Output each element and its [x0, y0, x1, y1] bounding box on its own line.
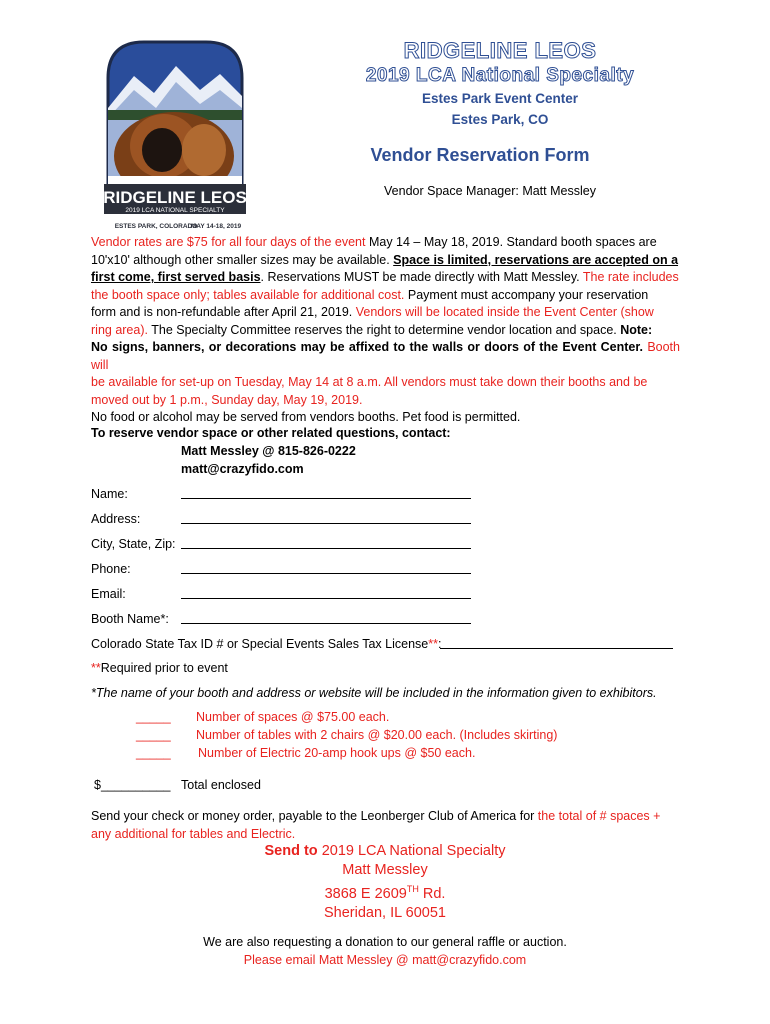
- venue-name: Estes Park Event Center: [421, 91, 579, 106]
- email-input-line[interactable]: [181, 584, 471, 599]
- city-state-zip-label: City, State, Zip:: [91, 537, 176, 551]
- tables-qty-blank[interactable]: _____: [136, 728, 171, 742]
- vendor-manager: Vendor Space Manager: Matt Messley: [384, 184, 596, 198]
- spaces-item: Number of spaces @ $75.00 each.: [196, 710, 390, 724]
- tax-id-input-line[interactable]: [437, 634, 673, 651]
- name-label: Name:: [91, 487, 128, 501]
- terms-paragraph: [91, 234, 680, 427]
- address-field[interactable]: [91, 509, 491, 529]
- tax-id-field[interactable]: [91, 634, 691, 654]
- event-title: RIDGELINE LEOS: [403, 38, 597, 63]
- address-line: 3868 E 2609TH Rd.: [324, 884, 446, 902]
- logo-banner: RIDGELINE LEOS: [104, 188, 246, 207]
- mailing-address: [200, 842, 570, 923]
- electric-item: Number of Electric 20-amp hook ups @ $50 each.: [198, 746, 476, 760]
- logo-dates: MAY 14-18, 2019: [190, 223, 242, 230]
- electric-qty-blank[interactable]: _____: [136, 746, 171, 760]
- logo-sub: 2019 LCA NATIONAL SPECIALTY: [125, 207, 225, 214]
- contact-email: matt@crazyfido.com: [181, 462, 304, 476]
- tables-item: Number of tables with 2 chairs @ $20.00 each. (Includes skirting): [196, 728, 558, 742]
- email-label: Email:: [91, 587, 126, 601]
- terms-line: first come, first served basis. Reservations MUST be made directly with Matt Messley. The rate includes: [91, 270, 679, 284]
- terms-line: ring area). The Specialty Committee reserves the right to determine vendor location and space. Note:: [91, 322, 653, 337]
- booth-name-input-line[interactable]: [181, 609, 471, 624]
- total-blank[interactable]: $__________: [94, 778, 171, 792]
- terms-line: be available for set-up on Tuesday, May 14 at 8 a.m. All vendors must take down their booths and be: [91, 375, 648, 389]
- contact-phone: Matt Messley @ 815-826-0222: [181, 444, 356, 458]
- address-line: Sheridan, IL 60051: [323, 904, 446, 921]
- venue-city: Estes Park, CO: [451, 112, 549, 127]
- total-label: Total enclosed: [181, 778, 261, 792]
- address-line: Send to 2019 LCA National Specialty: [264, 843, 506, 859]
- contact-heading: To reserve vendor space or other related questions, contact:: [91, 426, 451, 440]
- name-field[interactable]: [91, 484, 491, 504]
- address-label: Address:: [91, 512, 141, 526]
- terms-line: No food or alcohol may be served from vendors booths. Pet food is permitted.: [91, 410, 521, 424]
- phone-field[interactable]: [91, 559, 491, 579]
- address-input-line[interactable]: [181, 509, 471, 524]
- required-note: **Required prior to event: [91, 661, 228, 675]
- terms-line: form and is non-refundable after April 21, 2019. Vendors will be located inside the Event Center (show: [91, 305, 654, 319]
- tax-required-mark: **: [428, 637, 438, 651]
- email-field[interactable]: [91, 584, 491, 604]
- city-state-zip-input-line[interactable]: [181, 534, 471, 549]
- name-input-line[interactable]: [181, 484, 471, 499]
- address-line: Matt Messley: [342, 862, 428, 878]
- spaces-qty-blank[interactable]: _____: [136, 710, 171, 724]
- terms-line: moved out by 1 p.m., Sunday day, May 19, 2019.: [91, 392, 363, 407]
- booth-name-note: *The name of your booth and address or website will be included in the information given to exhibitors.: [91, 686, 657, 700]
- tax-colon: :: [437, 637, 442, 651]
- phone-label: Phone:: [91, 562, 131, 576]
- event-logo: [104, 38, 246, 236]
- event-subtitle: 2019 LCA National Specialty: [365, 65, 635, 86]
- logo-artwork: [104, 38, 246, 236]
- donation-request: We are also requesting a donation to our general raffle or auction.: [203, 935, 567, 949]
- booth-name-field[interactable]: [91, 609, 491, 629]
- terms-line: Vendor rates are $75 for all four days of the event May 14 – May 18, 2019. Standard booth spaces are: [91, 235, 657, 249]
- logo-place: ESTES PARK, COLORADO: [114, 223, 198, 230]
- terms-line: No signs, banners, or decorations may be affixed to the walls or doors of the Event Center. Booth will: [91, 340, 680, 372]
- payment-instructions: Send your check or money order, payable to the Leonberger Club of America for the total of # spaces + any additional for tables and Electric.: [91, 809, 661, 841]
- form-title: Vendor Reservation Form: [370, 145, 590, 165]
- city-state-zip-field[interactable]: [91, 534, 491, 554]
- booth-name-label: Booth Name*:: [91, 612, 169, 626]
- donation-contact: Please email Matt Messley @ matt@crazyfido.com: [243, 953, 527, 967]
- terms-line: 10'x10' although other smaller sizes may be available. Space is limited, reservations are accepted on a: [91, 252, 679, 267]
- terms-line: the booth space only; tables available for additional cost. Payment must accompany your reservation: [91, 287, 649, 302]
- phone-input-line[interactable]: [181, 559, 471, 574]
- tax-id-label: Colorado State Tax ID # or Special Events Sales Tax License: [91, 637, 429, 651]
